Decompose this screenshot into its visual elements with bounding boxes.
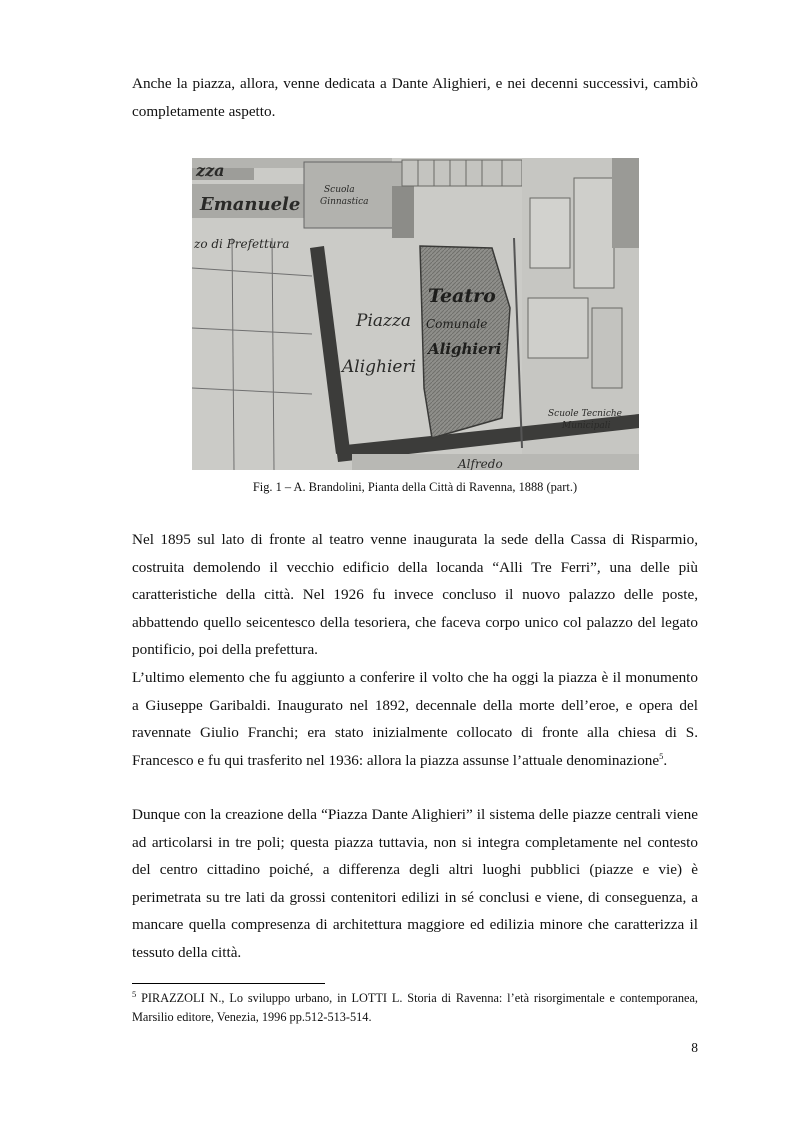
map-label-street-bottom: Alfredo xyxy=(458,457,503,470)
map-label-piazza-top: zza xyxy=(196,161,225,180)
map-label-piazza: Piazza xyxy=(356,311,412,331)
map-label-alighieri: Alighieri xyxy=(342,357,417,377)
footnote-number: 5 xyxy=(132,988,137,999)
footnote-text: PIRAZZOLI N., Lo sviluppo urbano, in LOTTI L. Storia di Ravenna: l’età risorgimentale e contemporanea, Marsilio editore, Venezia, 1996 pp.512-513-514. xyxy=(132,991,698,1024)
paragraph-garibaldi-end: . xyxy=(663,751,668,769)
map-figure xyxy=(192,158,639,470)
map-label-comunale: Comunale xyxy=(426,317,488,331)
paragraph-cassa-risparmio: Nel 1895 sul lato di fronte al teatro venne inaugurata la sede della Cassa di Risparmio, costruita demolendo il vecchio edificio della locanda “Alli Tre Ferri”, una delle più caratteristiche della città. Nel 1926 fu invece concluso il nuovo palazzo delle poste, abbattendo quello seicentesco della tesoriera, che faceva corpo unico col palazzo del legato pontificio, poi della prefettura. xyxy=(132,531,698,659)
paragraph-intro: Anche la piazza, allora, venne dedicata a Dante Alighieri, e nei decenni successivi, cambiò completamente aspetto. xyxy=(132,75,698,120)
figure-caption: Fig. 1 – A. Brandolini, Pianta della Città di Ravenna, 1888 (part.) xyxy=(252,480,578,494)
map-label-scuola: Scuola xyxy=(324,185,355,195)
paragraph-garibaldi xyxy=(132,664,698,774)
map-label-ginnastica: Ginnastica xyxy=(320,197,369,207)
map-label-prefettura: zo di Prefettura xyxy=(194,237,290,251)
map-label-municipali: Municipali xyxy=(562,421,611,431)
map-image xyxy=(192,158,639,470)
footnote-reference[interactable]: 5 xyxy=(659,750,664,761)
footnote xyxy=(132,989,698,1027)
footnote-separator xyxy=(132,983,325,984)
paragraph-piazza-dante: Dunque con la creazione della “Piazza Dante Alighieri” il sistema delle piazze centrali viene ad articolarsi in tre poli; questa piazza tuttavia, non si integra completamente nel contesto del centro cittadino poiché, a differenza degli altri luoghi pubblici (piazze e vie) è perimetrata su tre lati da grossi contenitori edilizi in sé conclusi e viene, di conseguenza, a mancare quella compresenza di architettura maggiore ed edilizia minore che caratterizza il tessuto della città. xyxy=(132,806,698,961)
map-label-scuole: Scuole Tecniche xyxy=(548,409,622,419)
paragraph-garibaldi-text: L’ultimo elemento che fu aggiunto a conferire il volto che ha oggi la piazza è il monumento a Giuseppe Garibaldi. Inaugurato nel 1892, decennale della morte dell’eroe, e opera del ravennate Giulio Franchi; era stato inizialmente collocato di fronte alla chiesa di S. Francesco e fu qui trasferito nel 1936: allora la piazza assunse l’attuale denominazione xyxy=(132,669,698,769)
map-label-teatro: Teatro xyxy=(428,285,496,307)
map-label-alighieri-teatro: Alighieri xyxy=(428,340,502,358)
page-number: 8 xyxy=(691,1040,698,1055)
map-label-emanuele: Emanuele xyxy=(200,194,301,215)
